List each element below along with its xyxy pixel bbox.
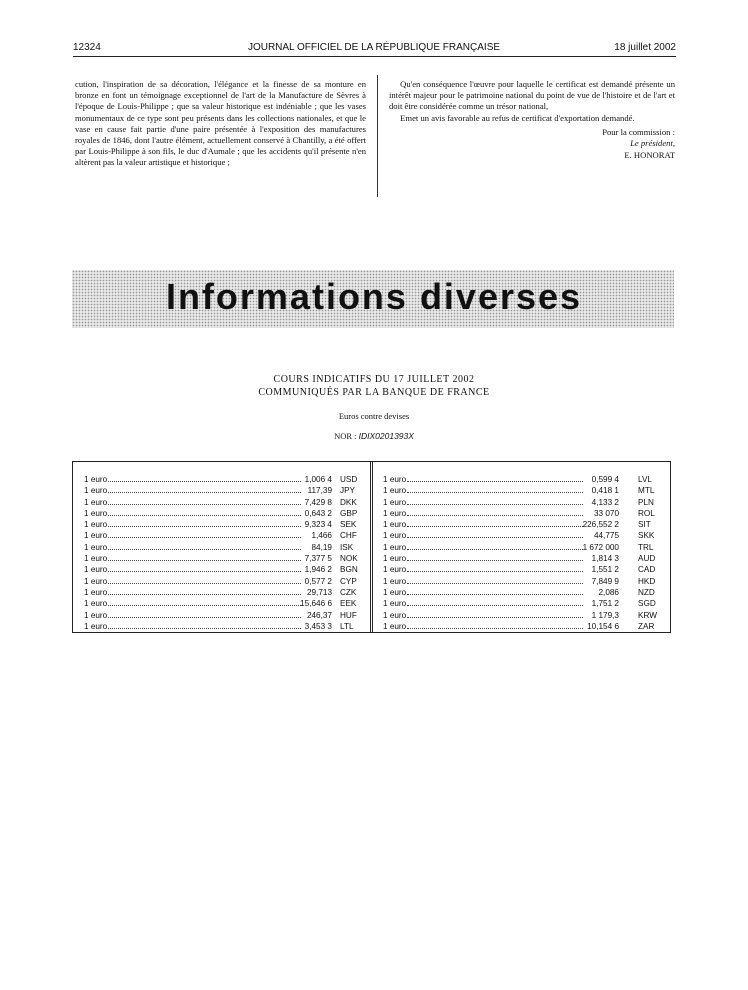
dot-leader: [407, 492, 583, 493]
nor-label: NOR :: [334, 431, 357, 441]
rate-label: 1 euro: [383, 599, 407, 609]
dot-leader: [108, 537, 301, 538]
rate-label: 1 euro: [84, 497, 108, 507]
dot-leader: [108, 605, 301, 606]
rate-label: 1 euro: [383, 587, 407, 597]
dot-leader: [407, 628, 583, 629]
dot-leader: [407, 583, 583, 584]
rate-label: 1 euro: [383, 497, 407, 507]
currency-code: NZD: [638, 587, 655, 597]
rate-label: 1 euro: [84, 486, 108, 496]
rate-row: [383, 542, 663, 553]
rate-label: 1 euro: [383, 542, 407, 552]
section-banner-title: Informations diverses: [165, 276, 583, 317]
dot-leader: [108, 628, 301, 629]
rate-value: 0,643 2: [304, 508, 332, 518]
currency-code: SIT: [638, 520, 651, 530]
currency-code: ROL: [638, 508, 655, 518]
rate-value: 9,323 4: [304, 520, 332, 530]
currency-code: NOK: [340, 554, 358, 564]
currency-code: EEK: [340, 599, 357, 609]
rate-label: 1 euro: [383, 621, 407, 631]
nor-reference: [0, 431, 748, 441]
rates-column-left: [84, 474, 360, 632]
dot-leader: [407, 560, 583, 561]
dot-leader: [108, 504, 301, 505]
dot-leader: [108, 571, 301, 572]
right-text-column: [389, 79, 675, 161]
rate-row: [383, 587, 663, 598]
currency-code: CZK: [340, 587, 357, 597]
rate-value: 1,466: [311, 531, 332, 541]
rate-row: [84, 587, 360, 598]
currency-code: GBP: [340, 508, 358, 518]
currency-code: MTL: [638, 486, 655, 496]
rate-row: [84, 576, 360, 587]
signature-line-commission: Pour la commission :: [602, 126, 675, 137]
rate-row: [84, 485, 360, 496]
page-number: 12324: [73, 42, 101, 53]
rate-label: 1 euro: [84, 621, 108, 631]
rate-row: [84, 621, 360, 632]
rate-value: 1,946 2: [304, 565, 332, 575]
rate-label: 1 euro: [383, 520, 407, 530]
currency-code: DKK: [340, 497, 357, 507]
rate-value: 1,006 4: [304, 475, 332, 484]
rate-row: [84, 553, 360, 564]
rate-label: 1 euro: [84, 576, 108, 586]
rate-label: 1 euro: [84, 508, 108, 518]
rate-value: 33 070: [593, 508, 619, 518]
dot-leader: [108, 560, 301, 561]
left-paragraph: cution, l'inspiration de sa décoration, l'élégance et la finesse de sa monture en bronze en font un témoignage exceptionnel de l'art de la Manufacture de Sèvres à l'époque de Louis-Philippe ; que sa valeur historique est indéniable ; que les vases monumentaux de ce type sont peu présents dans les collections nationales, et que le vase en cause fait partie d'une paire présentée à l'exposition des manufactures royales de 1846, dont l'autre élément, actuellement conservé à Chantilly, a été offert par Louis-Philippe à son fils, le duc d'Aumale ; que les accidents qu'il présente n'en altèrent pas la valeur artistique et historique ;: [75, 79, 366, 168]
rate-row: [84, 474, 360, 485]
rate-row: [383, 508, 663, 519]
dot-leader: [108, 594, 301, 595]
rate-label: 1 euro: [383, 565, 407, 575]
dot-leader: [407, 549, 583, 550]
dot-leader: [108, 515, 301, 516]
publication-date: 18 juillet 2002: [614, 42, 676, 53]
header-rule: [73, 56, 676, 57]
currency-code: HUF: [340, 610, 357, 620]
rate-row: [383, 598, 663, 609]
dot-leader: [108, 481, 301, 482]
rate-label: 1 euro: [84, 554, 108, 564]
currency-code: ISK: [340, 542, 354, 552]
rate-row: [383, 474, 663, 485]
rate-value: 1,814 3: [591, 554, 619, 564]
rate-label: 1 euro: [383, 554, 407, 564]
rate-row: [383, 497, 663, 508]
rate-value: 117,39: [307, 486, 332, 496]
currency-code: USD: [340, 475, 358, 484]
rate-label: 1 euro: [383, 486, 407, 496]
nor-value: IDIX0201393X: [358, 431, 414, 441]
rate-row: [383, 530, 663, 541]
dot-leader: [407, 571, 583, 572]
rate-row: [84, 497, 360, 508]
rates-table-divider: [370, 461, 373, 633]
rate-row: [84, 564, 360, 575]
rate-value: 7,429 8: [304, 497, 332, 507]
rates-title-line-1: COURS INDICATIFS DU 17 JUILLET 2002: [273, 374, 475, 385]
right-paragraph-2: Emet un avis favorable au refus de certificat d'exportation demandé.: [400, 112, 635, 123]
right-paragraph-1: Qu'en conséquence l'œuvre pour laquelle le certificat est demandé présente un intérêt majeur pour le patrimoine national du point de vue de l'histoire et de l'art et doit être considérée comme un trésor national,: [389, 79, 675, 112]
journal-title: JOURNAL OFFICIEL DE LA RÉPUBLIQUE FRANÇAISE: [247, 42, 501, 53]
rate-value: 226,552 2: [582, 520, 619, 530]
dot-leader: [407, 515, 583, 516]
rate-label: 1 euro: [84, 531, 108, 541]
rate-value: 3,453 3: [304, 621, 332, 631]
rate-value: 0,577 2: [304, 576, 332, 586]
currency-code: HKD: [638, 576, 656, 586]
rate-label: 1 euro: [383, 475, 407, 484]
currency-code: CHF: [340, 531, 357, 541]
currency-code: TRL: [638, 542, 654, 552]
currency-code: LTL: [340, 621, 354, 631]
rate-value: 4,133 2: [591, 497, 619, 507]
rate-label: 1 euro: [383, 576, 407, 586]
dot-leader: [407, 617, 583, 618]
dot-leader: [108, 549, 301, 550]
rate-value: 246,37: [306, 610, 332, 620]
dot-leader: [108, 492, 301, 493]
rate-value: 0,599 4: [591, 475, 619, 484]
rate-label: 1 euro: [84, 520, 108, 530]
rate-label: 1 euro: [84, 610, 108, 620]
rate-row: [383, 485, 663, 496]
rate-label: 1 euro: [383, 508, 407, 518]
rate-value: 7,377 5: [304, 554, 332, 564]
rate-label: 1 euro: [84, 565, 108, 575]
rate-label: 1 euro: [84, 542, 108, 552]
rate-value: 29,713: [306, 587, 332, 597]
rates-column-right: [383, 474, 663, 632]
rate-label: 1 euro: [84, 599, 108, 609]
rate-label: 1 euro: [84, 587, 108, 597]
rate-row: [383, 553, 663, 564]
dot-leader: [407, 526, 583, 527]
dot-leader: [108, 583, 301, 584]
currency-code: SEK: [340, 520, 357, 530]
rate-value: 84,19: [311, 542, 332, 552]
dot-leader: [407, 504, 583, 505]
rates-subtitle: Euros contre devises: [338, 411, 410, 421]
rate-value: 15,646 6: [300, 599, 332, 609]
rate-label: 1 euro: [84, 475, 108, 484]
rates-title-line-2: COMMUNIQUÉS PAR LA BANQUE DE FRANCE: [258, 387, 490, 398]
rate-value: 2,086: [598, 587, 619, 597]
rate-row: [383, 621, 663, 632]
currency-code: CYP: [340, 576, 357, 586]
dot-leader: [108, 526, 301, 527]
dot-leader: [407, 594, 583, 595]
signature-block: [389, 127, 675, 162]
rate-value: 1,751 2: [591, 599, 619, 609]
currency-code: LVL: [638, 475, 652, 484]
rate-value: 7,849 9: [591, 576, 619, 586]
rate-row: [84, 530, 360, 541]
currency-code: SGD: [638, 599, 656, 609]
rate-value: 1,551 2: [591, 565, 619, 575]
rate-label: 1 euro: [383, 531, 407, 541]
rate-row: [383, 576, 663, 587]
currency-code: PLN: [638, 497, 654, 507]
left-text-column: [75, 79, 366, 169]
signature-line-name: E. HONORAT: [624, 149, 675, 160]
rate-row: [84, 519, 360, 530]
currency-code: KRW: [638, 610, 657, 620]
currency-code: CAD: [638, 565, 656, 575]
dot-leader: [407, 605, 583, 606]
currency-code: BGN: [340, 565, 358, 575]
dot-leader: [108, 617, 301, 618]
rate-row: [383, 610, 663, 621]
currency-code: ZAR: [638, 621, 655, 631]
rate-value: 10,154 6: [587, 621, 619, 631]
rate-value: 0,418 1: [591, 486, 619, 496]
rate-value: 44,775: [593, 531, 619, 541]
rate-row: [383, 519, 663, 530]
currency-code: AUD: [638, 554, 656, 564]
dot-leader: [407, 481, 583, 482]
rate-row: [84, 508, 360, 519]
dot-leader: [407, 537, 583, 538]
rate-value: 1 179,3: [591, 610, 619, 620]
rate-row: [84, 598, 360, 609]
currency-code: SKK: [638, 531, 655, 541]
rate-row: [84, 610, 360, 621]
rate-value: 1 672 000: [582, 542, 619, 552]
rate-row: [84, 542, 360, 553]
rate-row: [383, 564, 663, 575]
currency-code: JPY: [340, 486, 356, 496]
rate-label: 1 euro: [383, 610, 407, 620]
signature-line-title: Le président,: [630, 138, 675, 149]
column-divider: [377, 75, 378, 197]
